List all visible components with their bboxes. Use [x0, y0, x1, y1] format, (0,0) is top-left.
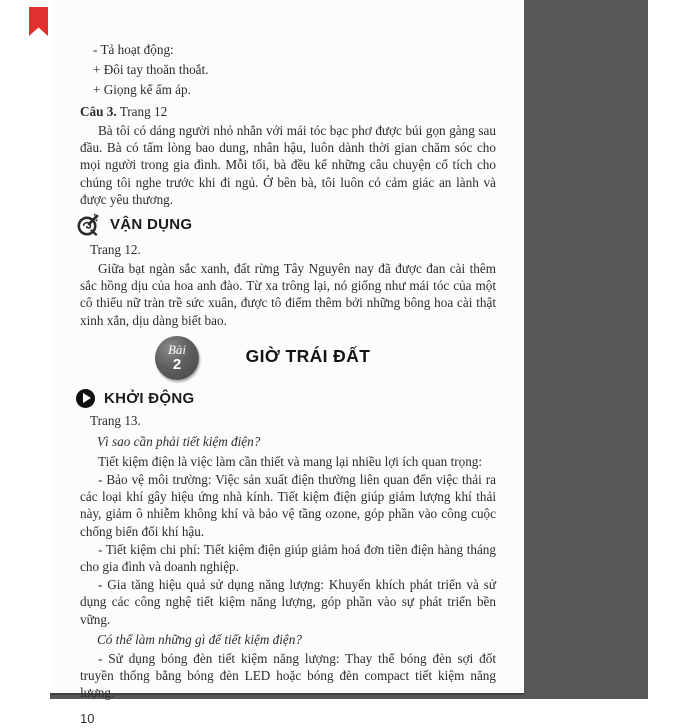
- page-number: 10: [80, 711, 95, 727]
- section-heading-khoidong: [76, 389, 496, 408]
- red-bookmark-icon: [29, 7, 48, 36]
- question-italic-line: Vì sao cần phải tiết kiệm điện?: [97, 433, 261, 449]
- list-item: + Giọng kể ấm áp.: [93, 82, 191, 97]
- book-page: [50, 0, 524, 727]
- bullet-bulbs: - Sử dụng bóng đèn tiết kiệm năng lượng: Thay thế bóng đèn sợi đốt truyền thống bằng bóng đèn LED hoặc bóng đèn compact tiết kiệm năng lượng.: [80, 650, 496, 701]
- lesson-header: [80, 336, 496, 382]
- lesson-badge-word: Bài: [167, 341, 187, 357]
- page-ref-line: Trang 12.: [90, 242, 141, 258]
- section-heading-label: KHỞI ĐỘNG: [104, 389, 195, 407]
- section-heading-label: VẬN DỤNG: [110, 215, 193, 233]
- section-heading-vandung: [76, 212, 496, 237]
- bullet-environment: - Bảo vệ môi trường: Việc sản xuất điện thường liên quan đến việc thải ra các loại khí gây hiệu ứng nhà kính. Tiết kiệm điện giúp giảm lượng khí thải này, giảm ô nhiễm không khí và bảo vệ tầng ozone, góp phần vào công cuộc chống biến đổi khí hậu.: [80, 472, 496, 539]
- list-item: - Tả hoạt động:: [93, 42, 174, 57]
- lesson-badge-number: 2: [172, 355, 182, 373]
- bullet-efficiency: - Gia tăng hiệu quả sử dụng năng lượng: Khuyến khích phát triển và sử dụng các công nghệ tiết kiệm năng lượng, góp phần vào sự phát triển bền vững.: [80, 577, 496, 627]
- page-content: [50, 0, 524, 728]
- list-item: + Đôi tay thoăn thoắt.: [93, 62, 209, 77]
- question-label-line: [80, 102, 496, 121]
- paragraph-taynguyen: Giữa bạt ngàn sắc xanh, đất rừng Tây Nguyên nay đã được đan cài thêm sắc hồng dịu của hoa anh đào. Từ xa trông lại, nó giống như mái tóc của một cô thiếu nữ tràn trề sức xuân, được tô điểm thêm bởi những bông hoa cài thật xinh xắn, dịu dàng biết bao.: [80, 261, 496, 328]
- intro-line: Tiết kiệm điện là việc làm cần thiết và mang lại nhiều lợi ích quan trọng:: [98, 453, 483, 469]
- page-ref-line: Trang 13.: [90, 412, 141, 428]
- play-icon: [76, 389, 95, 408]
- question-italic-line: Có thể làm những gì để tiết kiệm điện?: [97, 631, 302, 647]
- writing-hand-icon: [76, 212, 101, 237]
- paragraph-grandma: Bà tôi có dáng người nhỏ nhắn với mái tóc bạc phơ được búi gọn gàng sau đầu. Bà có tấm lòng bao dung, nhân hậu, luôn dành thời gian chăm sóc cho mọi người trong gia đình. Mỗi tối, bà đều kể những câu chuyện cổ tích cho chúng tôi nghe trước khi đi ngủ. Ở bên bà, tôi luôn có cảm giác an lành và được yêu thương.: [80, 123, 496, 207]
- question-page-ref: Trang 12: [116, 104, 168, 119]
- question-number: Câu 3.: [80, 104, 117, 119]
- bullet-cost: - Tiết kiệm chi phí: Tiết kiệm điện giúp giảm hoá đơn tiền điện hàng tháng cho gia đình và doanh nghiệp.: [80, 541, 496, 575]
- lesson-title: GIỜ TRÁI ĐẤT: [245, 345, 371, 366]
